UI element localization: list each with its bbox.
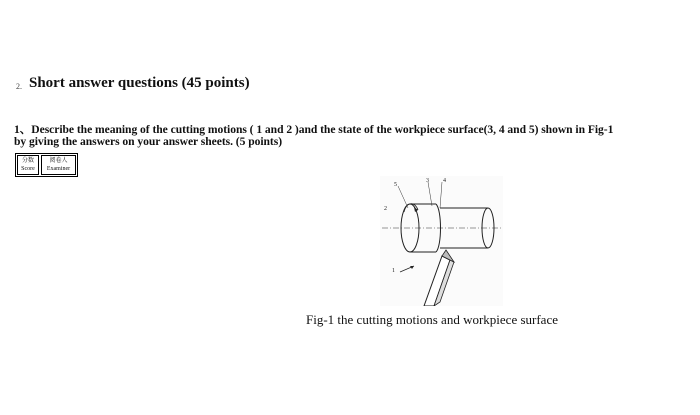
score-cell bbox=[17, 155, 39, 175]
leader-4 bbox=[440, 182, 442, 208]
figure-caption: Fig-1 the cutting motions and workpiece surface bbox=[306, 312, 558, 327]
figure-label-1: 1 bbox=[392, 268, 395, 274]
examiner-cell bbox=[41, 155, 76, 175]
leader-3 bbox=[428, 182, 432, 206]
score-table bbox=[15, 153, 78, 177]
question-text-line-2: by giving the answers on your answer sheets. (5 points) bbox=[14, 135, 283, 148]
figure-label-4: 4 bbox=[443, 178, 446, 184]
question-text-line-1: 1、Describe the meaning of the cutting motions ( 1 and 2 )and the state of the workpiece surface(3, 4 and 5) shown in Fig-1 bbox=[14, 123, 614, 136]
section-number: 2. bbox=[16, 82, 22, 91]
section-title: Short answer questions (45 points) bbox=[29, 75, 250, 91]
figure-label-3: 3 bbox=[426, 178, 429, 184]
score-label-cn: 分数 bbox=[21, 157, 34, 164]
examiner-label-cn: 阅卷人 bbox=[49, 157, 68, 164]
figure-label-5: 5 bbox=[394, 182, 397, 188]
examiner-label-en: Examiner bbox=[46, 166, 71, 172]
leader-5 bbox=[398, 186, 408, 208]
cutting-motion-figure bbox=[380, 176, 503, 306]
figure-label-2: 2 bbox=[384, 206, 387, 212]
score-label-en: Score bbox=[21, 166, 35, 172]
